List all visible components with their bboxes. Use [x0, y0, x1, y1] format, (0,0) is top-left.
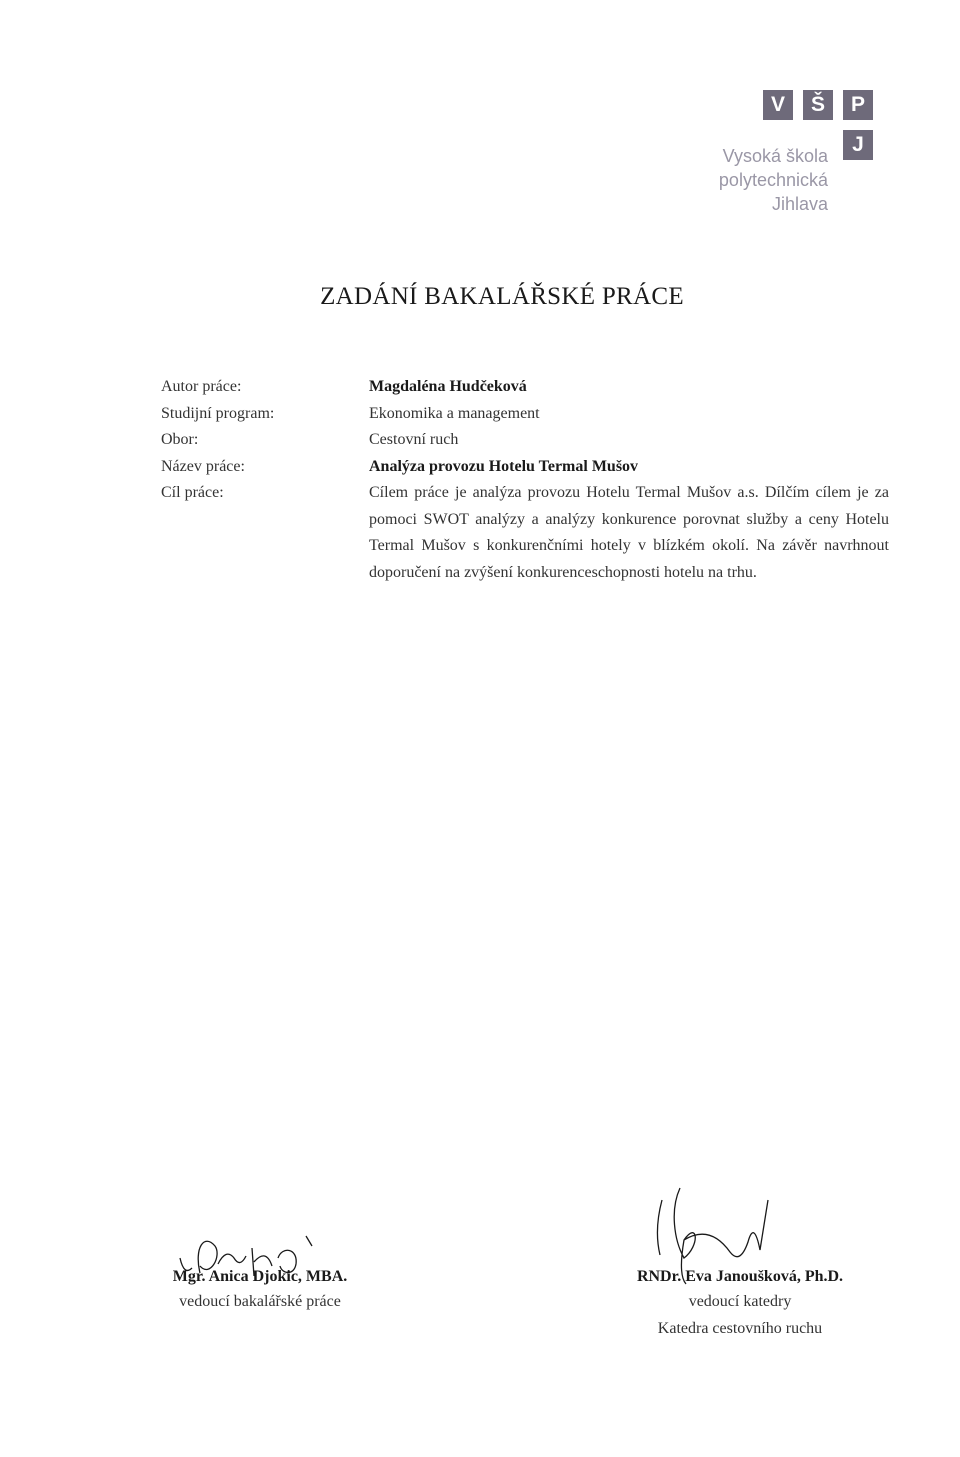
left-signer-name: Mgr. Anica Djokic, MBA.	[172, 1268, 348, 1285]
field-values	[369, 374, 889, 586]
right-signer-name: RNDr. Eva Janoušková, Ph.D.	[636, 1268, 844, 1285]
author-label: Autor práce:	[161, 378, 242, 395]
left-signature	[150, 1266, 370, 1315]
logo-tile-p: P	[843, 90, 873, 120]
author-value: Magdaléna Hudčeková	[369, 378, 527, 395]
right-signature	[600, 1266, 880, 1342]
goal-value: Cílem práce je analýza provozu Hotelu Termal Mušov a.s. Dílčím cílem je za pomoci SWOT analýzy a analýzy konkurence porovnat služby a ceny Hotelu Termal Mušov s konkurenčními hotely v blízkém okolí. Na závěr navrhnout doporučení na zvýšení konkurenceschopnosti hotelu na trhu.	[369, 484, 889, 581]
program-label: Studijní program:	[161, 404, 275, 422]
logo-tile-v: V	[763, 90, 793, 120]
field-labels	[161, 374, 274, 507]
field-label: Obor:	[161, 431, 199, 448]
logo-tile-j: J	[843, 130, 873, 160]
school-name-line-2: polytechnická	[718, 170, 828, 190]
school-name-line-1: Vysoká škola	[722, 146, 828, 166]
right-signer-department: Katedra cestovního ruchu	[657, 1320, 823, 1337]
left-signer-role: vedoucí bakalářské práce	[179, 1293, 341, 1310]
thesis-label: Název práce:	[161, 457, 245, 475]
field-value: Cestovní ruch	[369, 431, 459, 448]
right-signer-role: vedoucí katedry	[688, 1293, 792, 1310]
school-name-line-3: Jihlava	[771, 194, 828, 214]
program-value: Ekonomika a management	[369, 404, 540, 422]
goal-label: Cíl práce:	[161, 484, 224, 501]
school-logo	[690, 84, 890, 234]
school-name	[719, 144, 828, 216]
logo-tile-s: Š	[803, 90, 833, 120]
document-title: ZADÁNÍ BAKALÁŘSKÉ PRÁCE	[320, 283, 684, 310]
thesis-value: Analýza provozu Hotelu Termal Mušov	[369, 457, 639, 475]
